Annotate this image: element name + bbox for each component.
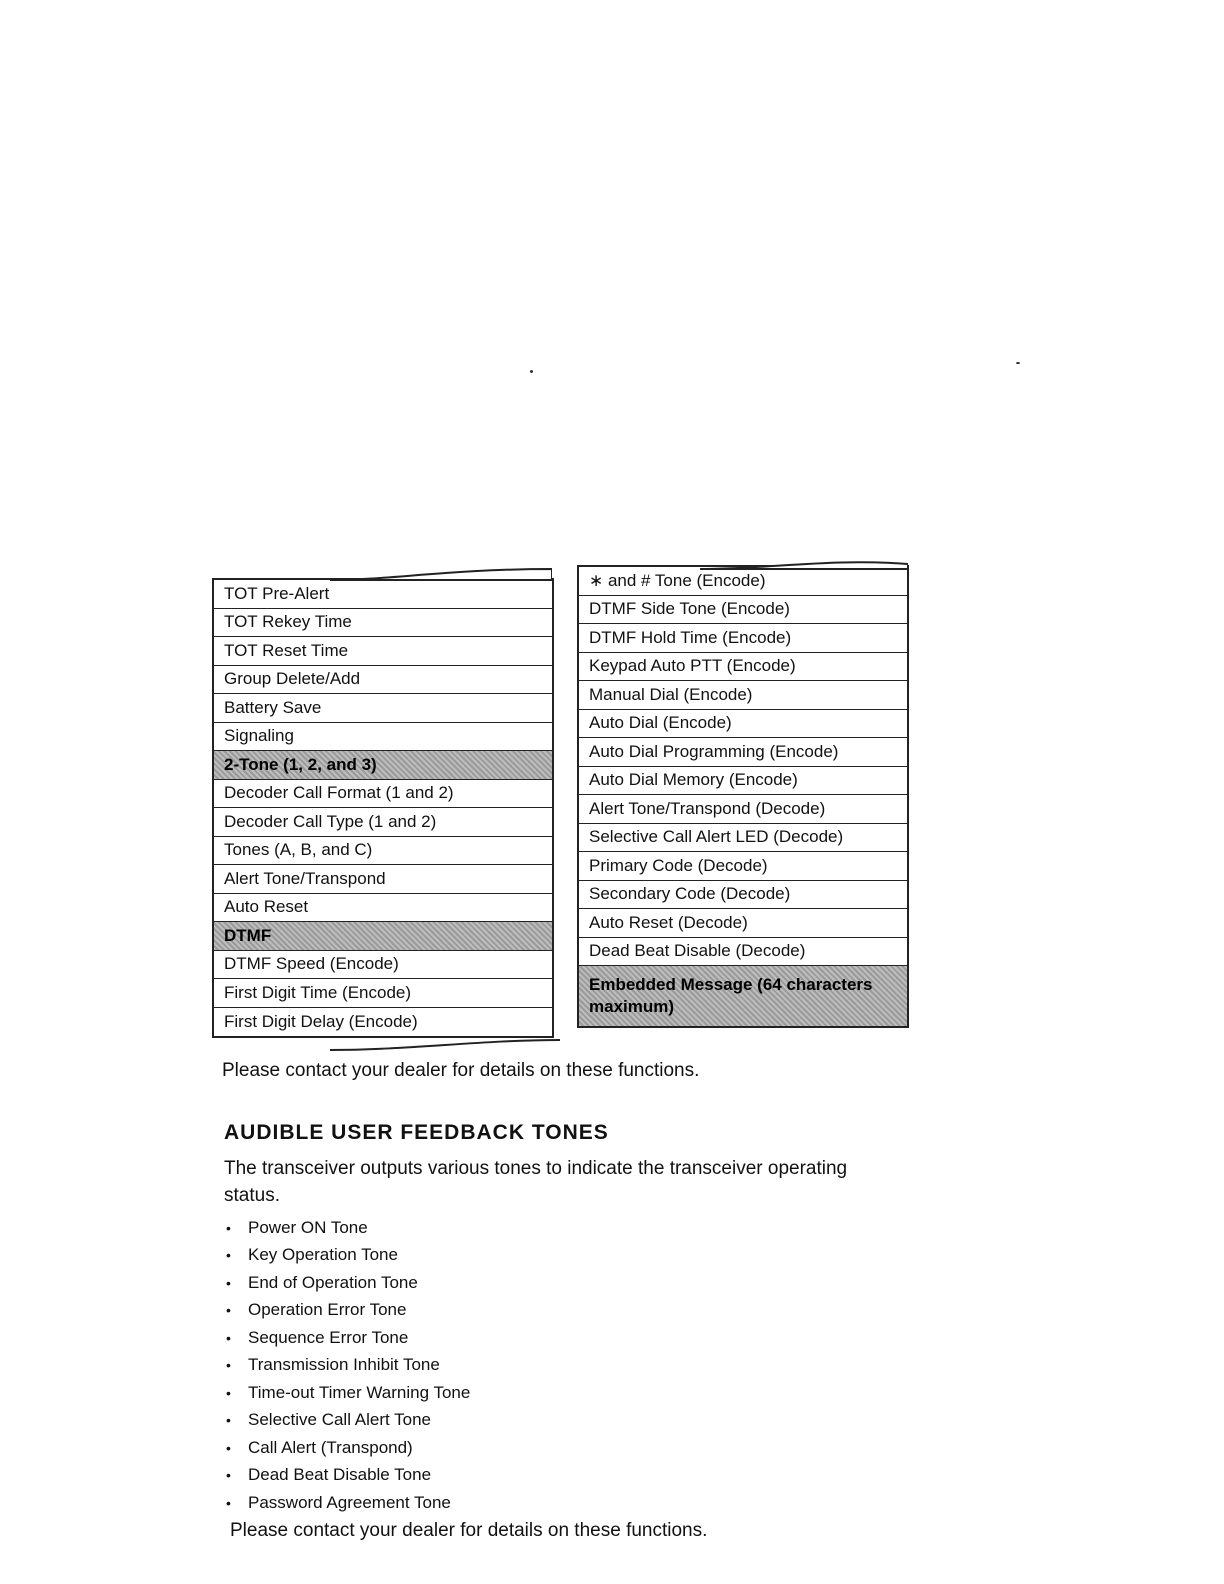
scan-speck [1016,362,1020,364]
list-item [226,1352,470,1380]
table-row: Group Delete/Add [214,666,552,695]
table-row: Auto Dial (Encode) [579,710,907,739]
table-row: Manual Dial (Encode) [579,681,907,710]
list-item [226,1434,470,1462]
tone-label: Call Alert (Transpond) [248,1437,413,1457]
table-row: TOT Pre-Alert [214,580,552,609]
table-row: Battery Save [214,694,552,723]
table-row: DTMF Speed (Encode) [214,951,552,980]
table-row: Tones (A, B, and C) [214,837,552,866]
tone-list [226,1214,470,1517]
bullet-icon: • [226,1247,231,1264]
scan-speck [530,370,533,373]
list-item [226,1462,470,1490]
table-section-header: DTMF [214,922,552,951]
table-row: Decoder Call Format (1 and 2) [214,780,552,809]
list-item [226,1269,470,1297]
table-row: Auto Reset [214,894,552,923]
table-row: Auto Dial Programming (Encode) [579,738,907,767]
bullet-icon: • [226,1467,231,1484]
tone-label: Sequence Error Tone [248,1327,409,1347]
table-row: Signaling [214,723,552,752]
bullet-icon: • [226,1219,231,1236]
bullet-icon: • [226,1302,231,1319]
table-row: Auto Dial Memory (Encode) [579,767,907,796]
list-item [226,1407,470,1435]
dealer-note-1: Please contact your dealer for details on these functions. [222,1060,700,1081]
tone-label: Key Operation Tone [248,1245,398,1265]
function-table-right [577,565,909,1028]
table-row: Dead Beat Disable (Decode) [579,938,907,967]
torn-edge-left-bottom [330,1038,560,1052]
list-item [226,1297,470,1325]
bullet-icon: • [226,1329,231,1346]
list-item [226,1242,470,1270]
table-row: Keypad Auto PTT (Encode) [579,653,907,682]
section-intro: The transceiver outputs various tones to indicate the transceiver operating status. [224,1158,848,1206]
table-row: Alert Tone/Transpond (Decode) [579,795,907,824]
table-row: DTMF Hold Time (Encode) [579,624,907,653]
table-row: Decoder Call Type (1 and 2) [214,808,552,837]
table-row: Alert Tone/Transpond [214,865,552,894]
table-row: Selective Call Alert LED (Decode) [579,824,907,853]
bullet-icon: • [226,1274,231,1291]
section-heading: AUDIBLE USER FEEDBACK TONES [224,1121,609,1144]
bullet-icon: • [226,1494,231,1511]
bullet-icon: • [226,1384,231,1401]
table-row: Auto Reset (Decode) [579,909,907,938]
tone-label: Dead Beat Disable Tone [248,1465,432,1485]
bullet-icon: • [226,1412,231,1429]
table-row: ∗ and # Tone (Encode) [579,567,907,596]
list-item [226,1324,470,1352]
tone-label: End of Operation Tone [248,1272,418,1292]
bullet-icon: • [226,1439,231,1456]
list-item [226,1379,470,1407]
tone-label: Transmission Inhibit Tone [248,1355,440,1375]
table-row: First Digit Delay (Encode) [224,1011,418,1031]
table-section-header: 2-Tone (1, 2, and 3) [214,751,552,780]
tone-label: Power ON Tone [248,1217,368,1237]
function-table-left [212,578,554,1038]
tone-label: Selective Call Alert Tone [248,1410,432,1430]
bullet-icon: • [226,1357,231,1374]
table-row: First Digit Time (Encode) [214,979,552,1008]
list-item [226,1214,470,1242]
tone-label: Password Agreement Tone [248,1492,451,1512]
table-row: Primary Code (Decode) [579,852,907,881]
list-item [226,1489,470,1517]
table-row: TOT Reset Time [214,637,552,666]
table-row: Secondary Code (Decode) [579,881,907,910]
tone-label: Time-out Timer Warning Tone [248,1382,471,1402]
tone-label: Operation Error Tone [248,1300,407,1320]
table-section-header: Embedded Message (64 characters maximum) [579,966,907,1026]
table-row: DTMF Side Tone (Encode) [579,596,907,625]
dealer-note-2: Please contact your dealer for details on these functions. [230,1520,708,1541]
table-row: TOT Rekey Time [214,609,552,638]
